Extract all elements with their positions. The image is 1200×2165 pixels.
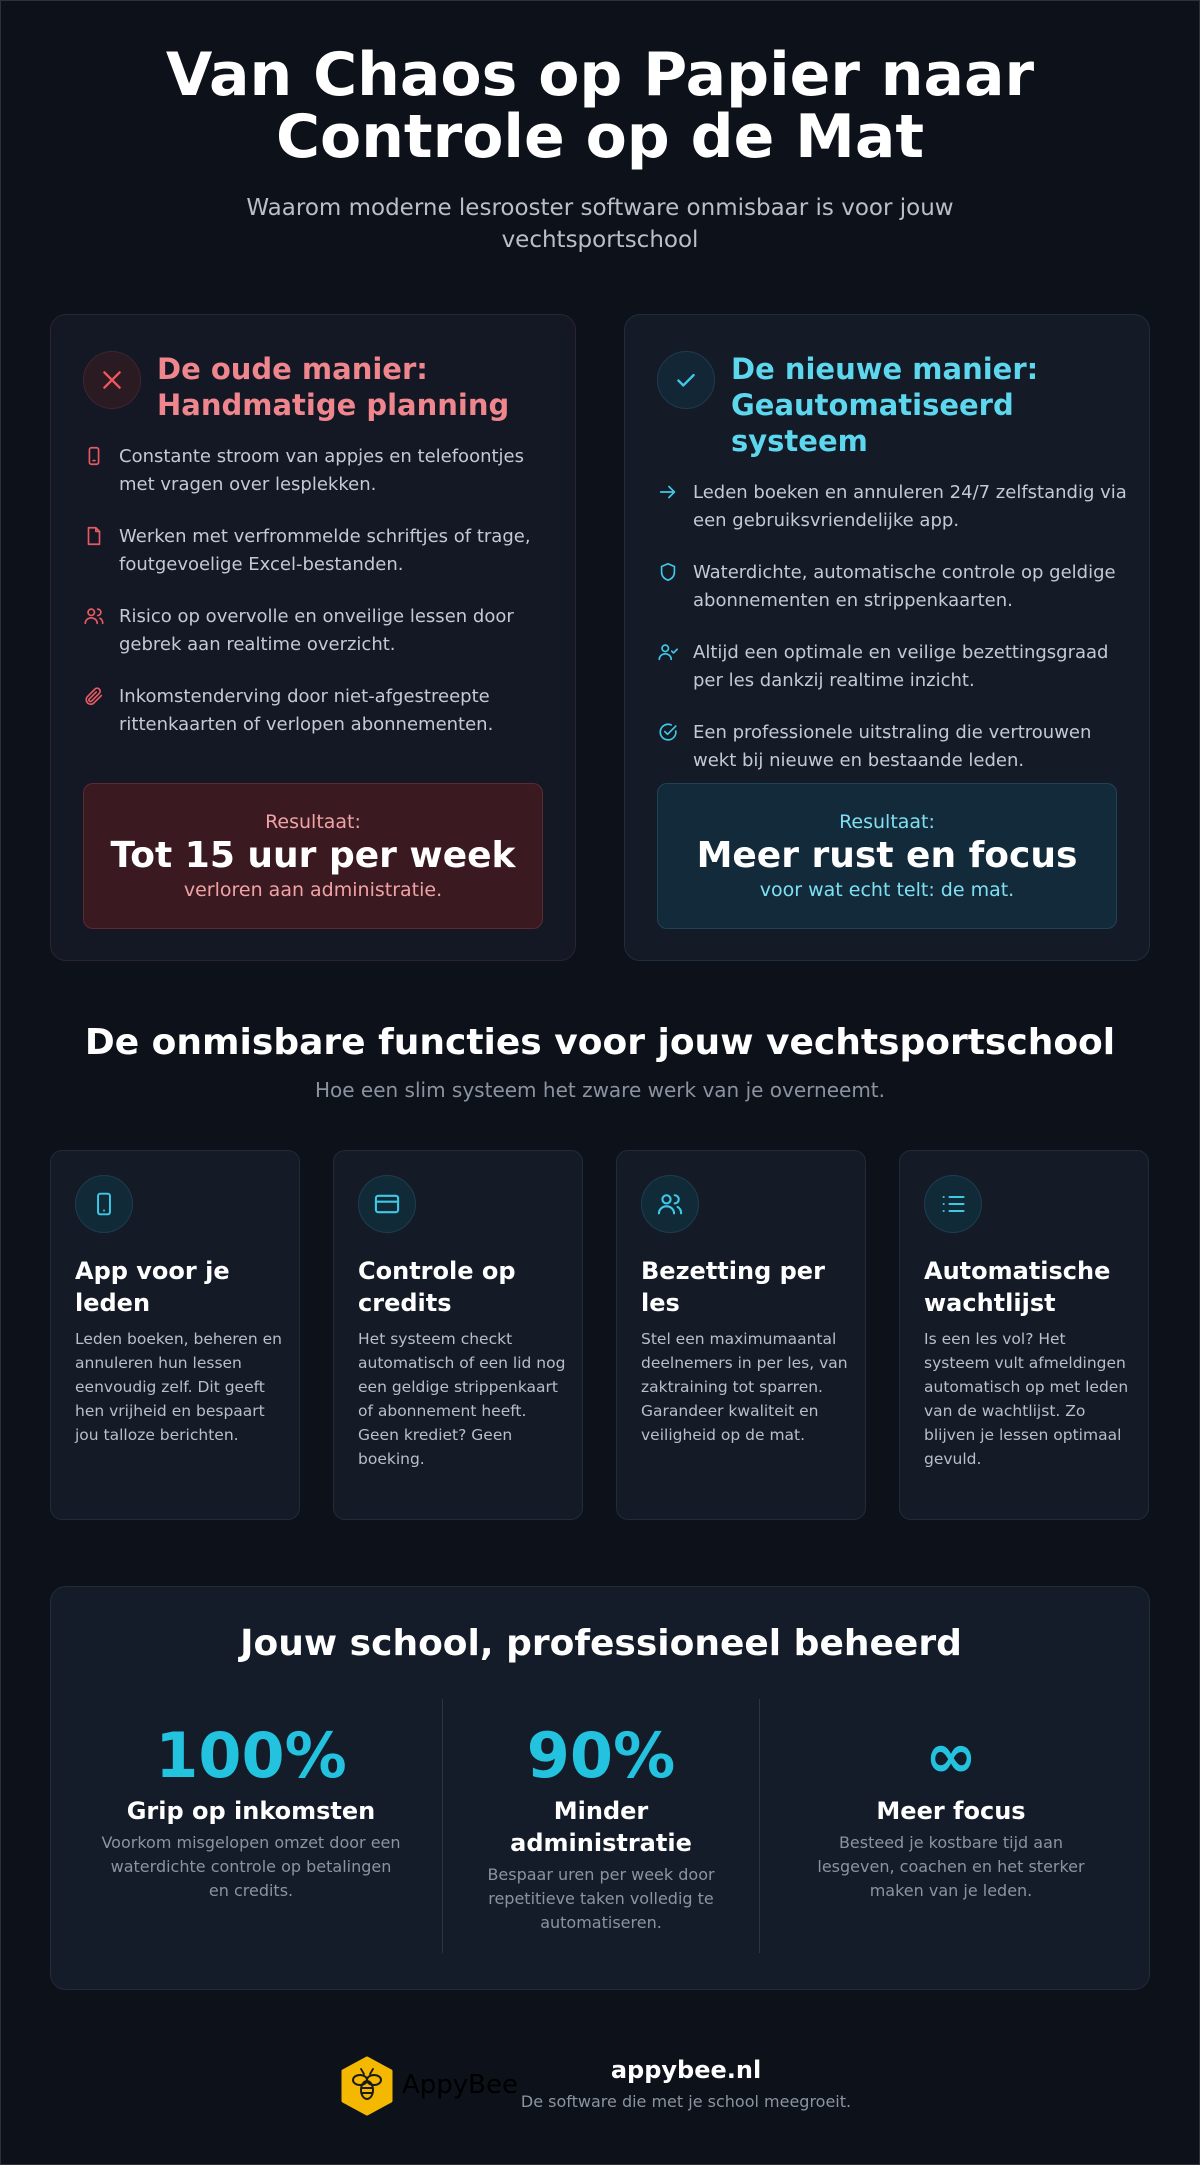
stat-divider xyxy=(442,1699,443,1953)
result-value: Meer rust en focus xyxy=(696,835,1078,876)
stat-label: Grip op inkomsten xyxy=(126,1797,376,1825)
list-item xyxy=(657,559,1127,615)
stat-description: Voorkom misgelopen omzet door een waterdichte controle op betalingen en credits. xyxy=(101,1833,401,1900)
arrow-right-icon xyxy=(657,481,679,503)
feature-card-text: Stel een maximumaantal deelnemers in per les, van zaktraining tot sparren. Garandeer kwaliteit en veiligheid op de mat. xyxy=(641,1330,848,1444)
old-way-title: De oude manier: Handmatige planning xyxy=(157,352,510,422)
new-way-header xyxy=(657,351,1111,459)
list-item xyxy=(83,603,553,659)
result-label: Resultaat: xyxy=(839,811,935,833)
feature-card-app xyxy=(50,1150,300,1520)
stat-revenue xyxy=(101,1717,401,1903)
stat-focus xyxy=(801,1717,1101,1903)
x-icon xyxy=(83,351,141,409)
feature-card-title: App voor je leden xyxy=(75,1257,230,1317)
list-item xyxy=(83,443,553,499)
list-icon xyxy=(924,1175,982,1233)
list-item-text: Inkomstenderving door niet-afgestreepte rittenkaarten of verlopen abonnementen. xyxy=(119,686,494,735)
list-item xyxy=(657,479,1127,535)
list-item-text: Constante stroom van appjes en telefoontjes met vragen over lesplekken. xyxy=(119,446,524,495)
shield-icon xyxy=(657,561,679,583)
stat-description: Besteed je kostbare tijd aan lesgeven, coachen en het sterker maken van je leden. xyxy=(817,1833,1085,1900)
footer-url[interactable]: appybee.nl xyxy=(610,2056,762,2084)
feature-card-text: Is een les vol? Het systeem vult afmeldingen automatisch op met leden van de wachtlijst. Zo blijven je lessen optimaal gevuld. xyxy=(924,1330,1129,1468)
stat-admin xyxy=(475,1717,727,1935)
footer xyxy=(340,2054,880,2118)
feature-card-text: Het systeem checkt automatisch of een lid nog een geldige strippenkaart of abonnement heeft. Geen krediet? Geen boeking. xyxy=(358,1330,566,1468)
check-circle-icon xyxy=(657,721,679,743)
bee-logo-icon xyxy=(340,2056,394,2116)
stat-divider xyxy=(759,1699,760,1953)
old-way-result xyxy=(83,783,543,929)
list-item-text: Leden boeken en annuleren 24/7 zelfstandig via een gebruiksvriendelijke app. xyxy=(693,482,1127,531)
new-way-title: De nieuwe manier: Geautomatiseerd systeem xyxy=(731,352,1039,458)
feature-card-title: Controle op credits xyxy=(358,1257,516,1317)
feature-card-text: Leden boeken, beheren en annuleren hun lessen eenvoudig zelf. Dit geeft hen vrijheid en bespaart jou talloze berichten. xyxy=(75,1330,282,1444)
file-icon xyxy=(83,525,105,547)
new-way-result xyxy=(657,783,1117,929)
result-caption: verloren aan administratie. xyxy=(183,879,443,901)
new-way-list xyxy=(657,479,1127,799)
list-item xyxy=(657,639,1127,695)
stat-label: Meer focus xyxy=(876,1797,1026,1825)
old-way-list xyxy=(83,443,553,763)
stat-value: 100% xyxy=(155,1719,347,1792)
feature-card-waitlist xyxy=(899,1150,1149,1520)
credit-card-icon xyxy=(358,1175,416,1233)
feature-card-title: Automatische wachtlijst xyxy=(924,1257,1111,1317)
list-item xyxy=(83,683,553,739)
feature-card-occupancy xyxy=(616,1150,866,1520)
stat-value: ∞ xyxy=(925,1719,977,1792)
feature-card-title: Bezetting per les xyxy=(641,1257,825,1317)
users-icon xyxy=(83,605,105,627)
logo-text: AppyBee xyxy=(402,2070,519,2100)
new-way-panel xyxy=(624,314,1150,961)
phone-icon xyxy=(83,445,105,467)
page-subtitle: Waarom moderne lesrooster software onmisbaar is voor jouw vechtsportschool xyxy=(246,195,954,253)
stats-title: Jouw school, professioneel beheerd xyxy=(240,1623,962,1664)
old-way-panel xyxy=(50,314,576,961)
list-item-text: Werken met verfrommelde schriftjes of trage, foutgevoelige Excel-bestanden. xyxy=(119,526,531,575)
stat-value: 90% xyxy=(526,1719,676,1792)
features-header xyxy=(0,1020,1200,1102)
list-item-text: Een professionele uitstraling die vertrouwen wekt bij nieuwe en bestaande leden. xyxy=(693,722,1092,771)
page-title-line-1: Van Chaos op Papier naar xyxy=(165,40,1035,110)
users-icon xyxy=(641,1175,699,1233)
list-item-text: Risico op overvolle en onveilige lessen door gebrek aan realtime overzicht. xyxy=(119,606,514,655)
page-title-line-2: Controle op de Mat xyxy=(275,102,925,172)
result-value: Tot 15 uur per week xyxy=(110,835,516,876)
mobile-icon xyxy=(75,1175,133,1233)
list-item xyxy=(657,719,1127,775)
feature-card-credits xyxy=(333,1150,583,1520)
paperclip-icon xyxy=(83,685,105,707)
result-label: Resultaat: xyxy=(265,811,361,833)
list-item-text: Waterdichte, automatische controle op geldige abonnementen en strippenkaarten. xyxy=(693,562,1116,611)
result-caption: voor wat echt telt: de mat. xyxy=(759,879,1015,901)
list-item xyxy=(83,523,553,579)
hero xyxy=(0,40,1200,256)
old-way-header xyxy=(83,351,557,423)
list-item-text: Altijd een optimale en veilige bezettingsgraad per les dankzij realtime inzicht. xyxy=(693,642,1109,691)
stats-panel xyxy=(50,1586,1150,1990)
stat-description: Bespaar uren per week door repetitieve taken volledig te automatiseren. xyxy=(487,1865,715,1932)
page-title xyxy=(0,40,1200,172)
user-check-icon xyxy=(657,641,679,663)
check-icon xyxy=(657,351,715,409)
features-title: De onmisbare functies voor jouw vechtsportschool xyxy=(84,1022,1116,1063)
features-subtitle: Hoe een slim systeem het zware werk van je overneemt. xyxy=(314,1078,886,1102)
footer-tagline: De software die met je school meegroeit. xyxy=(520,2092,852,2111)
stat-label: Minder administratie xyxy=(510,1797,692,1857)
